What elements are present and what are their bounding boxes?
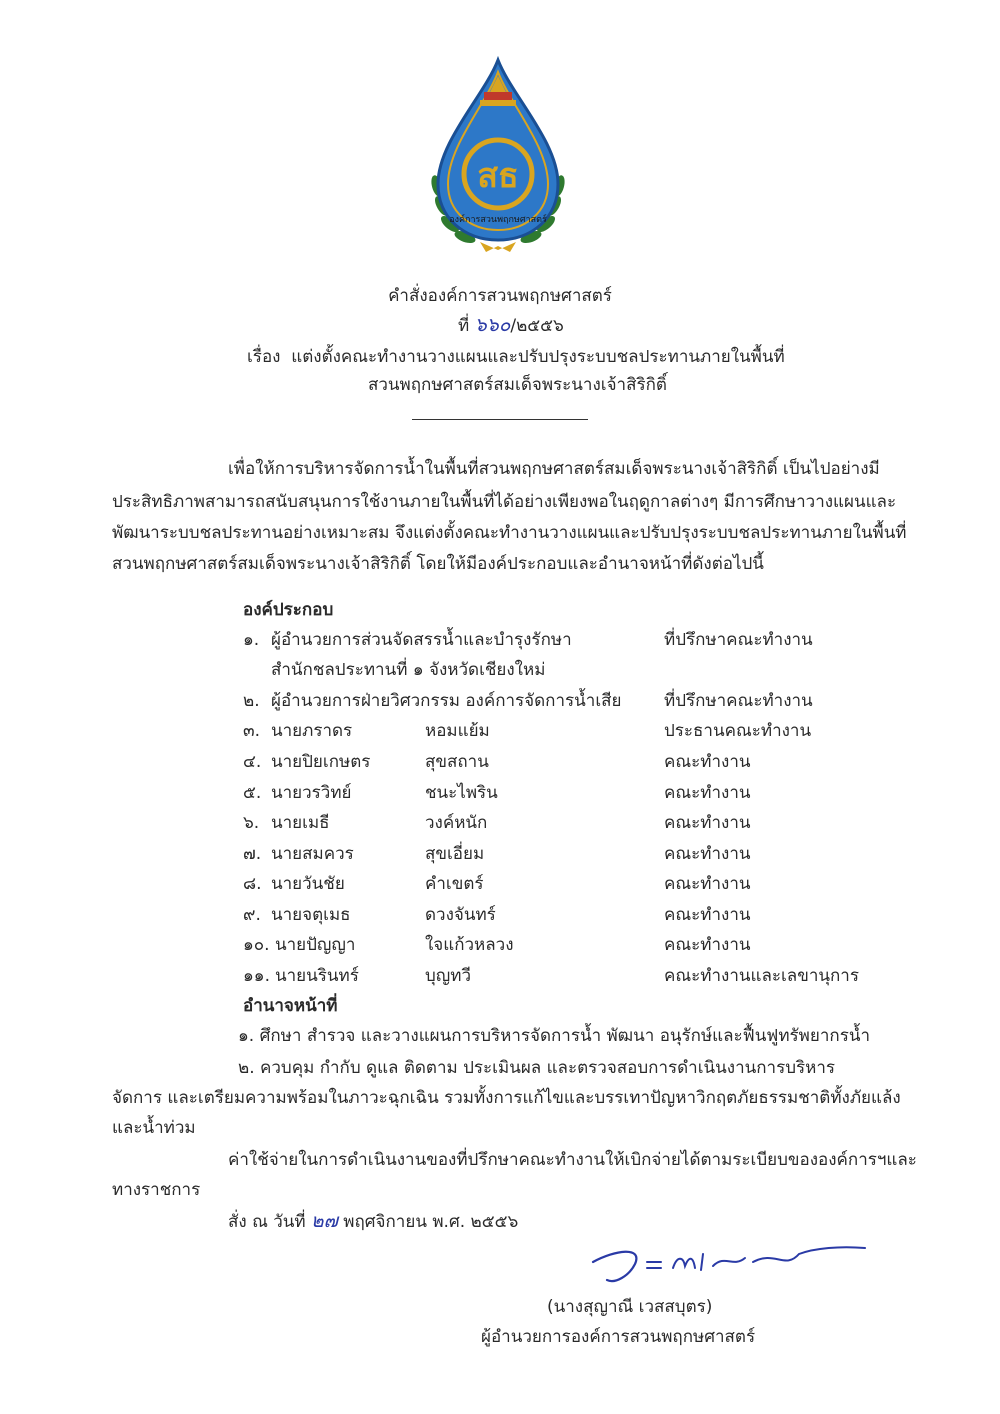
duty-item-2-line-3: และน้ำท่วม <box>112 1118 196 1138</box>
member-last-name: วงค์หนัก <box>425 813 488 833</box>
member-first-name: นายวันชัย <box>271 874 345 894</box>
member-last-name: ดวงจันทร์ <box>425 905 496 925</box>
order-subject <box>247 343 785 370</box>
member-last-name: ชนะไพริน <box>425 783 498 803</box>
member-role: คณะทำงาน <box>664 813 751 833</box>
signature-icon <box>585 1240 870 1290</box>
member-number: ๑๑. <box>243 966 270 986</box>
intro-line-3: พัฒนาระบบชลประทานอย่างเหมาะสม จึงแต่งตั้งคณะทำงานวางแผนและปรับปรุงระบบชลประทานภายในพื้นที่ <box>112 523 907 543</box>
duties-heading: อำนาจหน้าที่ <box>243 996 338 1016</box>
expense-line-1: ค่าใช้จ่ายในการดำเนินงานของที่ปรึกษาคณะทำงานให้เบิกจ่ายได้ตามระเบียบขององค์การฯและ <box>228 1150 917 1170</box>
member-role: คณะทำงาน <box>664 752 751 772</box>
member-last-name: หอมแย้ม <box>425 721 490 741</box>
advisor-number: ๑. <box>243 630 260 650</box>
header-divider <box>412 419 588 420</box>
organization-seal-icon <box>420 56 576 256</box>
date-day-handwritten: ๒๗ <box>311 1210 338 1232</box>
advisor-role: ที่ปรึกษาคณะทำงาน <box>664 691 813 711</box>
composition-heading: องค์ประกอบ <box>243 600 334 620</box>
advisor-text: ผู้อำนวยการฝ่ายวิศวกรรม องค์การจัดการน้ำเสีย <box>271 691 622 711</box>
member-number: ๖. <box>243 813 260 833</box>
order-number <box>458 310 564 340</box>
member-role: คณะทำงาน <box>664 935 751 955</box>
order-number-prefix: ที่ <box>458 316 470 336</box>
order-number-year: /๒๕๕๖ <box>510 316 564 336</box>
member-last-name: สุขสถาน <box>425 752 489 772</box>
member-first-name: นายเมธี <box>271 813 330 833</box>
member-first-name: นายสมควร <box>271 844 354 864</box>
member-last-name: สุขเอี่ยม <box>425 844 485 864</box>
member-role: คณะทำงาน <box>664 905 751 925</box>
intro-line-1: เพื่อให้การบริหารจัดการน้ำในพื้นที่สวนพฤกษศาสตร์สมเด็จพระนางเจ้าสิริกิติ์ เป็นไปอย่างมี <box>228 459 880 479</box>
member-last-name: คำเขตร์ <box>425 874 484 894</box>
member-number: ๓. <box>243 721 261 741</box>
order-date <box>228 1206 518 1236</box>
duty-item-2-line-1: ๒. ควบคุม กำกับ ดูแล ติดตาม ประเมินผล และตรวจสอบการดำเนินงานการบริหาร <box>238 1058 836 1078</box>
member-first-name: นายนรินทร์ <box>275 966 359 986</box>
member-first-name: นายภราดร <box>271 721 353 741</box>
duty-item-1: ๑. ศึกษา สำรวจ และวางแผนการบริหารจัดการน้ำ พัฒนา อนุรักษ์และฟื้นฟูทรัพยากรน้ำ <box>238 1026 870 1046</box>
subject-line-2: สวนพฤกษศาสตร์สมเด็จพระนางเจ้าสิริกิติ์ <box>368 375 667 395</box>
advisor-text: ผู้อำนวยการส่วนจัดสรรน้ำและบำรุงรักษา <box>271 630 572 650</box>
member-number: ๕. <box>243 783 262 803</box>
member-number: ๑๐. <box>243 935 270 955</box>
intro-line-4: สวนพฤกษศาสตร์สมเด็จพระนางเจ้าสิริกิติ์ โดยให้มีองค์ประกอบและอำนาจหน้าที่ดังต่อไปนี้ <box>112 554 764 574</box>
member-role: คณะทำงาน <box>664 783 751 803</box>
member-number: ๙. <box>243 905 261 925</box>
member-first-name: นายปิยเกษตร <box>271 752 371 772</box>
member-role: คณะทำงาน <box>664 844 751 864</box>
member-number: ๘. <box>243 874 262 894</box>
advisor-text-continued: สำนักชลประทานที่ ๑ จังหวัดเชียงใหม่ <box>271 660 546 680</box>
seal-ring-text: องค์การสวนพฤกษศาสตร์ <box>449 215 547 225</box>
member-number: ๔. <box>243 752 262 772</box>
order-title: คำสั่งองค์การสวนพฤกษศาสตร์ <box>388 286 612 306</box>
member-role: คณะทำงาน <box>664 874 751 894</box>
advisor-role: ที่ปรึกษาคณะทำงาน <box>664 630 813 650</box>
date-prefix: สั่ง ณ วันที่ <box>228 1212 306 1232</box>
order-number-handwritten: ๖๖๐ <box>474 314 511 336</box>
member-role: ประธานคณะทำงาน <box>664 721 812 741</box>
member-first-name: นายจตุเมธ <box>271 905 351 925</box>
duty-item-2-line-2: จัดการ และเตรียมความพร้อมในภาวะฉุกเฉิน รวมทั้งการแก้ไขและบรรเทาปัญหาวิกฤตภัยธรรมชาติทั้งภัยแล้ง <box>112 1088 901 1108</box>
seal-monogram: สธ <box>477 156 519 196</box>
subject-line-1: แต่งตั้งคณะทำงานวางแผนและปรับปรุงระบบชลประทานภายในพื้นที่ <box>291 347 785 367</box>
member-last-name: ใจแก้วหลวง <box>425 935 514 955</box>
member-last-name: บุญทวี <box>425 966 472 986</box>
signatory-position: ผู้อำนวยการองค์การสวนพฤกษศาสตร์ <box>481 1327 756 1347</box>
signatory-name: (นางสุญาณี เวสสบุตร) <box>547 1297 713 1317</box>
intro-line-2: ประสิทธิภาพสามารถสนับสนุนการใช้งานภายในพื้นที่ได้อย่างเพียงพอในฤดูกาลต่างๆ มีการศึกษาวางแผนและ <box>112 492 897 512</box>
member-number: ๗. <box>243 844 262 864</box>
member-first-name: นายวรวิทย์ <box>271 783 352 803</box>
member-role: คณะทำงานและเลขานุการ <box>664 966 859 986</box>
subject-label: เรื่อง <box>247 347 281 367</box>
date-rest: พฤศจิกายน พ.ศ. ๒๕๕๖ <box>343 1212 519 1232</box>
expense-line-2: ทางราชการ <box>112 1180 201 1200</box>
member-first-name: นายปัญญา <box>275 935 356 955</box>
advisor-number: ๒. <box>243 691 260 711</box>
